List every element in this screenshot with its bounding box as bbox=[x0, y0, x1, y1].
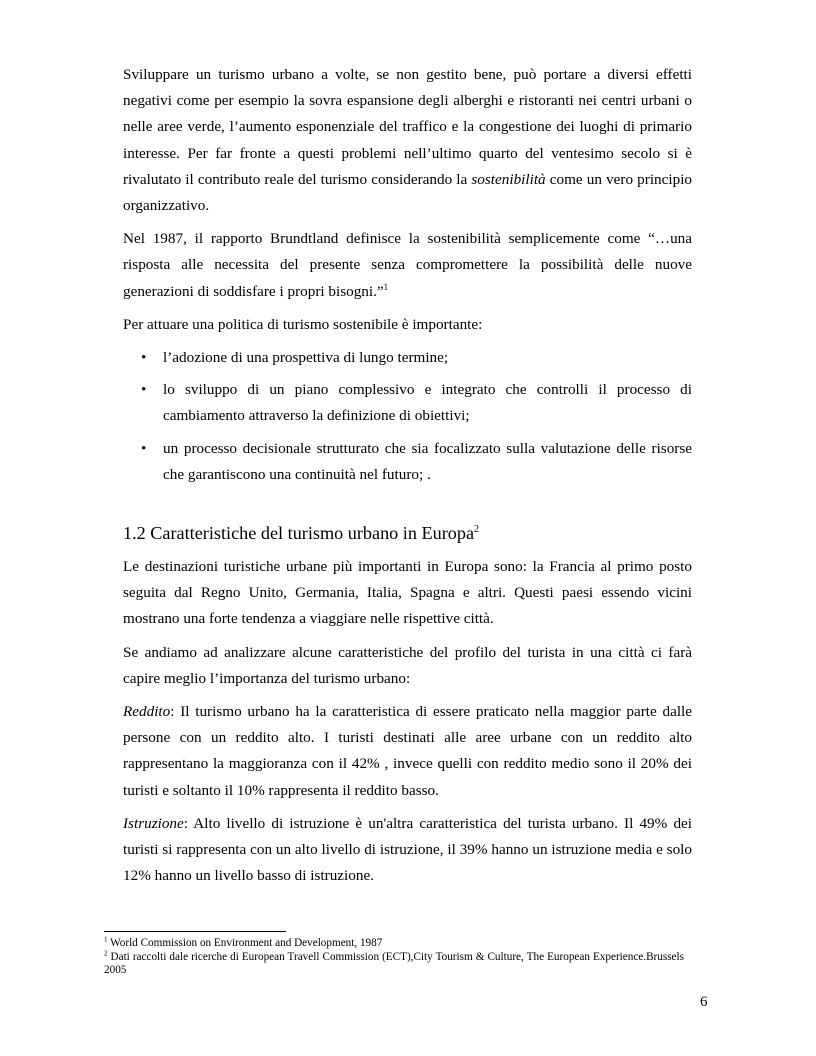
sostenibilita-term: sostenibilità bbox=[471, 170, 546, 188]
list-item: • lo sviluppo di un piano complessivo e integrato che controlli il processo di cambiamento attraverso la definizione di obiettivi; bbox=[123, 377, 692, 429]
footnote-ref-2[interactable]: 2 bbox=[474, 523, 480, 535]
page-number: 6 bbox=[700, 994, 708, 1010]
bullet-icon: • bbox=[141, 349, 147, 367]
list-item: • un processo decisionale strutturato che sia focalizzato sulla valutazione delle risorse che garantiscono una continuità nel futuro; . bbox=[123, 436, 692, 488]
paragraph-profile-intro: Se andiamo ad analizzare alcune caratteristiche del profilo del turista in una città ci farà capire meglio l’importanza del turismo urbano: bbox=[123, 643, 692, 687]
paragraph-destinations: Le destinazioni turistiche urbane più importanti in Europa sono: la Francia al primo posto seguita dal Regno Unito, Germania, Italia, Spagna e altri. Questi paesi essendo vicini mostrano una forte tendenza a viaggiare nelle rispettive città. bbox=[123, 558, 692, 628]
paragraph-istruzione: Istruzione: Alto livello di istruzione è un'altra caratteristica del turista urbano. Il 49% dei turisti si rappresenta con un alto livello di istruzione, il 39% hanno un istruzione media e solo 12% hanno un livello basso di istruzione. bbox=[123, 814, 692, 885]
footnote-2: $^2$ Dati raccolti dale ricerche di European Travell Commission (ECT),City Tourism & Culture, The European Experience.Brussels 2005 bbox=[104, 948, 684, 976]
list-item: • l’adozione di una prospettiva di lungo termine; bbox=[123, 345, 692, 371]
footnote-divider bbox=[104, 931, 286, 932]
footnote-1: $^1$ World Commission on Environment and Development, 1987 bbox=[104, 935, 383, 949]
page-body bbox=[123, 62, 692, 896]
footnote-ref-1[interactable]: 1 bbox=[383, 281, 389, 292]
reddito-label: Reddito bbox=[123, 703, 171, 721]
paragraph-sustainable-intro: Sviluppare un turismo urbano a volte, se non gestito bene, può portare a diversi effetti negativi come per esempio la sovra espansione degli alberghi e ristoranti nei centri urbani o nelle aree verde, l’aumento esponenziale del traffico e la congestione dei luoghi di primario interesse. Per far fronte a questi problemi nell’ultimo quarto del ventesimo secolo si è rivalutato il contributo reale del turismo considerando la sostenibilità come un vero principio organizzativo. bbox=[123, 66, 693, 215]
paragraph-brundtland: Nel 1987, il rapporto Brundtland definisce la sostenibilità semplicemente come “…una risposta alle necessita del presente senza compromettere la possibilità delle nuove generazioni di soddisfare i propri bisogni.”$^1$ bbox=[123, 230, 692, 300]
paragraph-policy-intro: Per attuare una politica di turismo sostenibile è importante: bbox=[123, 315, 483, 333]
istruzione-label: Istruzione bbox=[123, 814, 184, 832]
paragraph-reddito: Reddito: Il turismo urbano ha la caratteristica di essere praticato nella maggior parte dalle persone con un reddito alto. I turisti destinati alle aree urbane con un reddito alto rappresentano la maggioranza con il 42% , invece quelli con reddito medio sono il 20% dei turisti e soltanto il 10% rappresenta il reddito basso. bbox=[123, 703, 692, 799]
bullet-icon: • bbox=[141, 439, 147, 457]
footnotes bbox=[104, 931, 684, 978]
bullet-icon: • bbox=[141, 381, 147, 399]
policy-bullet-list bbox=[123, 345, 692, 488]
section-heading: 1.2 Caratteristiche del turismo urbano in Europa$^2$ bbox=[123, 523, 480, 544]
